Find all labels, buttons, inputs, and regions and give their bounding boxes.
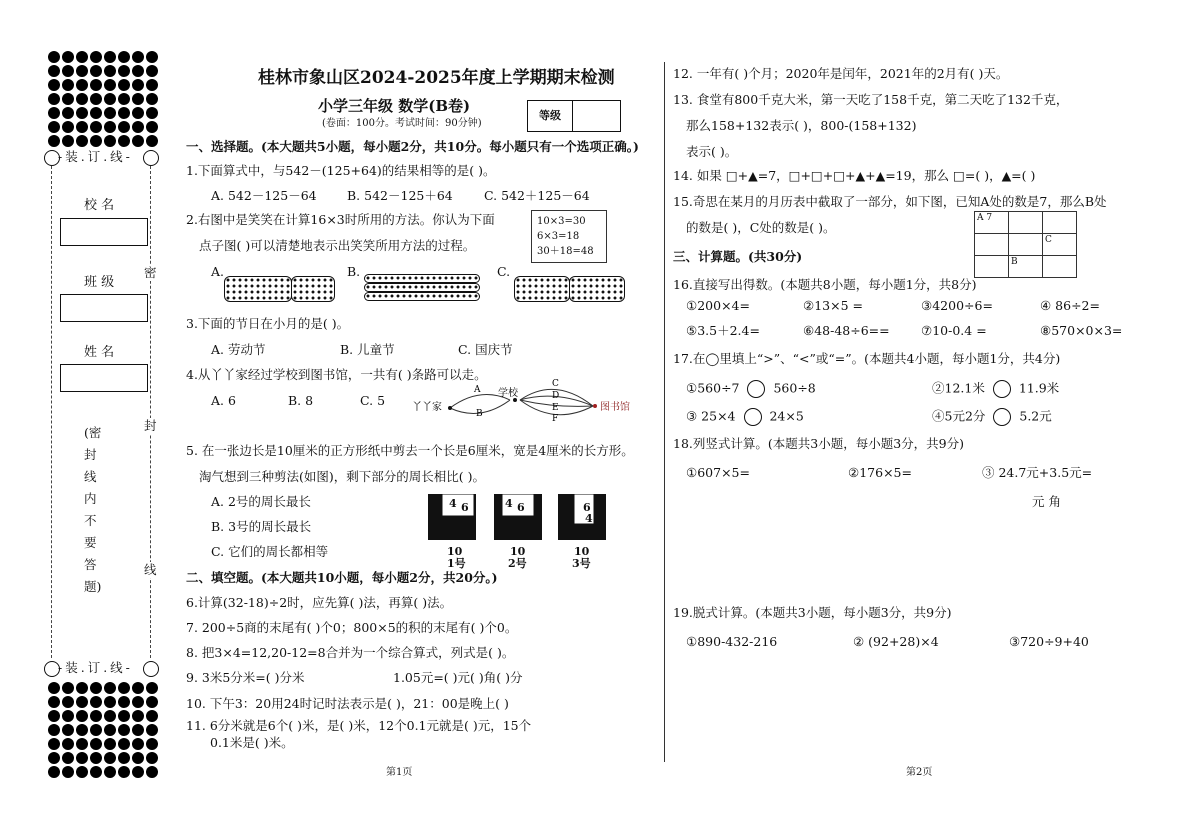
q5-option-c[interactable]: C. 它们的周长都相等 [211,544,329,559]
binder-dot [90,79,102,91]
q17-item-1-right: 560÷8 [773,380,816,396]
binding-line-label-top: -装.订.线- [58,149,133,164]
binder-dot [104,766,116,778]
binder-dot [90,738,102,750]
seal-note: (密封线内不要答题) [84,425,102,594]
binder-dot [104,51,116,63]
class-field[interactable] [60,294,148,322]
q10-text: 10. 下午3：20用24时记时法表示是( )，21：00是晚上( ) [186,696,509,711]
binder-dot [132,696,144,708]
binder-dot [62,738,74,750]
q5-shape-3-label-4: 4 [585,512,593,525]
binder-dot [132,724,144,736]
q17-item-4-left: ④5元2分 [932,408,986,424]
q2-line-2: 点子图( )可以清楚地表示出笑笑所用方法的过程。 [199,238,476,253]
q5-option-b[interactable]: B. 3号的周长最长 [211,519,312,534]
school-label: 校 名 [84,198,115,213]
binder-dot [62,682,74,694]
q17-item-3-left: ③ 25×4 [686,408,736,424]
binder-dot [132,121,144,133]
q2-option-b-label[interactable]: B. [347,264,361,279]
binder-dot [48,724,60,736]
binder-dot [104,107,116,119]
binder-dot [76,682,88,694]
binding-circle-left-bottom [44,661,60,677]
binder-dot [48,752,60,764]
q16-item-3: ③4200÷6= [921,298,993,313]
binder-dot [146,65,158,77]
binder-dot [146,696,158,708]
page-divider [664,62,665,762]
q15-line-1: 15.奇思在某月的月历表中截取了一部分，如下图，已知A处的数是7，那么B处 [673,194,1107,209]
binder-dot [76,752,88,764]
q17-item-3 [686,408,804,426]
binder-dot [90,107,102,119]
q7-text: 7. 200÷5商的末尾有( )个0；800×5的积的末尾有( )个0。 [186,620,518,635]
binder-dot [62,696,74,708]
q5-shape-3-label-10: 10 [574,545,590,558]
q2-dot-array-b-row3 [364,292,480,301]
section-2-heading: 二、填空题。(本大题共10小题，每小题2分，共20分。) [186,570,498,585]
binder-dot [62,135,74,147]
binder-dot [90,766,102,778]
binder-dot [118,766,130,778]
section-1-heading: 一、选择题。(本大题共5小题，每小题2分，共10分。每小题只有一个选项正确。) [186,139,639,154]
q2-dot-array-a-left [224,276,292,302]
binder-dot [90,65,102,77]
binder-dot [132,752,144,764]
q17-item-3-right: 24×5 [769,408,804,424]
q19-item-3: ③720÷9+40 [1009,634,1089,649]
binder-dot [118,135,130,147]
q18-item-1: ①607×5= [686,465,750,480]
q5-shape-2-label-4: 4 [505,497,513,510]
binder-dot [48,121,60,133]
binder-dot [76,93,88,105]
binder-dot [48,766,60,778]
q19-item-1: ①890-432-216 [686,634,778,649]
side-mark-feng: 封 [144,418,157,433]
binder-dot [132,766,144,778]
grade-label: 等级 [528,101,573,131]
binder-dot [132,135,144,147]
q1-text: 1.下面算式中，与542－(125+64)的结果相等的是( )。 [186,163,496,178]
q13-line-2: 那么158+132表示( )，800-(158+132) [686,118,917,133]
binder-dot [62,51,74,63]
q16-item-5: ⑤3.5＋2.4= [686,323,760,338]
binder-dot [132,51,144,63]
binder-dot [118,107,130,119]
binder-dot [48,738,60,750]
binder-dot [48,135,60,147]
q15-cell-a: A 7 [975,212,1009,234]
q18-item-2: ②176×5= [848,465,912,480]
binder-dot [118,65,130,77]
q5-shape-2-label-6: 6 [517,501,525,514]
binder-dot [118,93,130,105]
q5-shape-3-name: 3号 [572,557,591,570]
binder-dot [146,51,158,63]
q2-option-c-label[interactable]: C. [497,264,511,279]
binder-dot [118,738,130,750]
binder-dot [48,682,60,694]
binder-dot [76,79,88,91]
q5-line-1: 5. 在一张边长是10厘米的正方形纸中剪去一个长是6厘米，宽是4厘米的长方形。 [186,443,634,458]
binder-dot [146,752,158,764]
binder-dot [90,121,102,133]
binder-dot [48,51,60,63]
q5-option-a[interactable]: A. 2号的周长最长 [211,494,311,509]
q15-calendar-grid [974,211,1077,278]
q5-shape-2-name: 2号 [508,557,527,570]
q5-shape-3-label-6: 6 [583,501,591,514]
q14-text: 14. 如果 □+▲=7，□+□+□+▲+▲=19，那么 □=( )，▲=( ) [673,168,1036,183]
binding-circle-left-top [44,150,60,166]
q16-item-7: ⑦10-0.4 = [921,323,987,338]
binder-dot [132,682,144,694]
binder-dot [104,710,116,722]
binder-dot [146,121,158,133]
binder-dot [62,710,74,722]
q19-item-2: ② (92+28)×4 [853,634,939,649]
binder-dot [62,724,74,736]
q2-dot-array-b-row2 [364,283,480,292]
binder-dot [132,107,144,119]
name-label: 姓 名 [84,345,115,360]
binder-dot [146,738,158,750]
binder-dot [76,696,88,708]
q2-method-line-1: 10×3=30 [537,216,586,227]
school-field[interactable] [60,218,148,246]
side-mark-mi: 密 [144,265,157,280]
q4-map-label-e: E [552,403,559,413]
binder-dot [48,696,60,708]
binder-dot [118,710,130,722]
name-field[interactable] [60,364,148,392]
exam-subtitle: 小学三年级 数学(B卷) [318,97,471,115]
binder-dot [104,121,116,133]
binder-dot [132,710,144,722]
q2-method-line-3: 30＋18=48 [537,246,594,257]
binder-dot [118,79,130,91]
binder-dot [62,752,74,764]
q1-option-b[interactable]: B. 542－125＋64 [347,188,453,203]
q2-dot-array-c-left [514,276,570,302]
q4-map-label-d: D [552,391,560,401]
binder-dot [104,65,116,77]
binder-dot [90,696,102,708]
q4-route-map [410,378,650,422]
binder-dot [104,752,116,764]
q17-text: 17.在◯里填上“>”、“<”或“=”。(本题共4小题，每小题1分，共4分) [673,351,1061,366]
q15-line-2: 的数是( )，C处的数是( )。 [686,220,836,235]
binder-dot [62,766,74,778]
q3-text: 3.下面的节日在小月的是( )。 [186,316,350,331]
binder-dot [118,682,130,694]
binder-dot [118,724,130,736]
q5-shape-1-name: 1号 [447,557,466,570]
q8-text: 8. 把3×4=12,20-12=8合并为一个综合算式，列式是( )。 [186,645,515,660]
binding-line-label-bottom: -装.订.线- [58,660,133,675]
binding-line-left [51,166,52,658]
q5-line-2: 淘气想到三种剪法(如图)，剩下部分的周长相比( )。 [199,469,485,484]
q17-item-4 [932,408,1052,426]
binder-dot [146,93,158,105]
q4-option-b[interactable]: B. 8 [288,393,314,408]
q18-text: 18.列竖式计算。(本题共3小题，每小题3分，共9分) [673,436,964,451]
binder-dot [76,121,88,133]
binder-dot [62,93,74,105]
q3-option-a[interactable]: A. 劳动节 [211,342,266,357]
binder-dot [146,682,158,694]
q16-item-1: ①200×4= [686,298,750,313]
binder-dot [76,51,88,63]
q4-map-label-c: C [552,379,559,389]
q17-compare-circle-4[interactable] [993,408,1011,426]
q11-line-2: 0.1米是( )米。 [210,735,294,750]
q16-item-4: ④ 86÷2= [1040,298,1100,313]
binder-dot [76,738,88,750]
q2-method-line-2: 6×3=18 [537,231,580,242]
q17-item-1-left: ①560÷7 [686,380,740,396]
q4-option-a[interactable]: A. 6 [211,393,236,408]
q2-method-box [531,210,607,263]
q2-dot-array-c-right [569,276,625,302]
q17-compare-circle-2[interactable] [993,380,1011,398]
binder-dot [62,107,74,119]
q16-item-2: ②13×5 = [803,298,863,313]
binder-dot [104,79,116,91]
binding-circle-right-bottom [143,661,159,677]
q4-map-label-a: A [474,385,481,395]
binder-dot [76,710,88,722]
binder-dot [48,710,60,722]
binder-dot [146,79,158,91]
binding-line-right [150,166,151,658]
q5-shape-2-label-10: 10 [510,545,526,558]
q4-map-library: 图书馆 [600,402,630,413]
binder-dot [90,752,102,764]
q15-cell-c: C [1043,234,1077,256]
q17-item-2-right: 11.9米 [1018,380,1060,396]
side-mark-xian: 线 [144,562,157,577]
q9-part-b: 1.05元=( )元( )角( )分 [393,670,523,685]
binder-dot [104,93,116,105]
q3-option-c[interactable]: C. 国庆节 [458,342,513,357]
q17-compare-circle-3[interactable] [744,408,762,426]
q18-item-3: ③ 24.7元+3.5元= [982,465,1093,480]
q6-text: 6.计算(32-18)÷2时，应先算( )法，再算( )法。 [186,595,453,610]
binder-dot [90,710,102,722]
binder-dot [62,65,74,77]
binder-dots-top [47,50,159,148]
binder-dot [118,752,130,764]
binder-dot [104,724,116,736]
grade-box [527,100,621,132]
binder-dot [48,65,60,77]
binder-dot [146,107,158,119]
q2-dot-array-a-right [291,276,335,302]
binder-dot [76,724,88,736]
binder-dot [104,682,116,694]
binder-dot [132,738,144,750]
q1-option-a[interactable]: A. 542－125－64 [211,188,317,203]
q16-text: 16.直接写出得数。(本题共8小题，每小题1分，共8分) [673,277,977,292]
binder-dot [62,121,74,133]
q5-shape-1-label-6: 6 [461,501,469,514]
binder-dot [48,79,60,91]
q4-map-home: 丫丫家 [412,402,442,413]
q17-item-1 [686,380,816,398]
q11-line-1: 11. 6分米就是6个( )米，是( )米，12个0.1元就是( )元，15个 [186,718,532,733]
binder-dot [132,65,144,77]
binder-dot [76,766,88,778]
binder-dot [104,135,116,147]
binder-dot [90,51,102,63]
q4-option-c[interactable]: C. 5 [360,393,386,408]
q4-map-label-b: B [476,409,483,419]
binder-dot [62,79,74,91]
binder-dot [76,107,88,119]
binder-dot [146,710,158,722]
page-number-1: 第1页 [386,767,413,778]
q17-item-2-left: ②12.1米 [932,380,985,396]
binder-dot [132,79,144,91]
binder-dot [118,121,130,133]
binder-dot [118,696,130,708]
grade-field[interactable] [573,101,619,131]
q18-units: 元 角 [1032,494,1061,509]
section-3-heading: 三、计算题。(共30分) [673,249,803,264]
binder-dot [90,724,102,736]
binder-dot [118,51,130,63]
q16-item-6: ⑥48-48÷6== [803,323,890,338]
q4-map-label-f: F [552,414,559,422]
q2-dot-array-b-row1 [364,274,480,283]
binder-dot [48,107,60,119]
binder-dot [146,766,158,778]
binding-circle-right-top [143,150,159,166]
q3-option-b[interactable]: B. 儿童节 [340,342,395,357]
exam-info: (卷面：100分。考试时间：90分钟) [322,118,482,129]
binder-dot [132,93,144,105]
q1-option-c[interactable]: C. 542＋125－64 [484,188,590,203]
binder-dot [48,93,60,105]
q17-item-2 [932,380,1059,398]
binder-dot [146,135,158,147]
binder-dot [76,135,88,147]
q17-compare-circle-1[interactable] [747,380,765,398]
binder-dot [76,65,88,77]
binder-dot [90,135,102,147]
q5-cut-shape-3 [558,494,606,542]
q5-shape-1-label-10: 10 [447,545,463,558]
binder-dot [90,93,102,105]
binder-dot [104,696,116,708]
binder-dot [90,682,102,694]
q9-part-a: 9. 3米5分米=( )分米 [186,670,305,685]
q13-line-1: 13. 食堂有800千克大米，第一天吃了158千克，第二天吃了132千克， [673,92,1069,107]
q2-option-a-label[interactable]: A. [211,264,225,279]
q13-line-3: 表示( )。 [686,144,738,159]
page-number-2: 第2页 [906,767,933,778]
class-label: 班 级 [84,275,115,290]
q4-map-school: 学校 [498,388,518,399]
q5-shape-1-label-4: 4 [449,497,457,510]
binder-dot [146,724,158,736]
q12-text: 12. 一年有( )个月；2020年是闰年，2021年的2月有( )天。 [673,66,1009,81]
binder-dot [104,738,116,750]
q2-line-1: 2.右图中是笑笑在计算16×3时所用的方法。你认为下面 [186,212,495,227]
binder-dots-bottom [47,681,159,779]
q15-cell-b: B [1009,256,1043,278]
q16-item-8: ⑧570×0×3= [1040,323,1123,338]
q17-item-4-right: 5.2元 [1019,408,1052,424]
exam-title: 桂林市象山区2024-2025年度上学期期末检测 [258,68,615,88]
q4-text: 4.从丫丫家经过学校到图书馆，一共有( )条路可以走。 [186,367,487,382]
q19-text: 19.脱式计算。(本题共3小题，每小题3分，共9分) [673,605,952,620]
